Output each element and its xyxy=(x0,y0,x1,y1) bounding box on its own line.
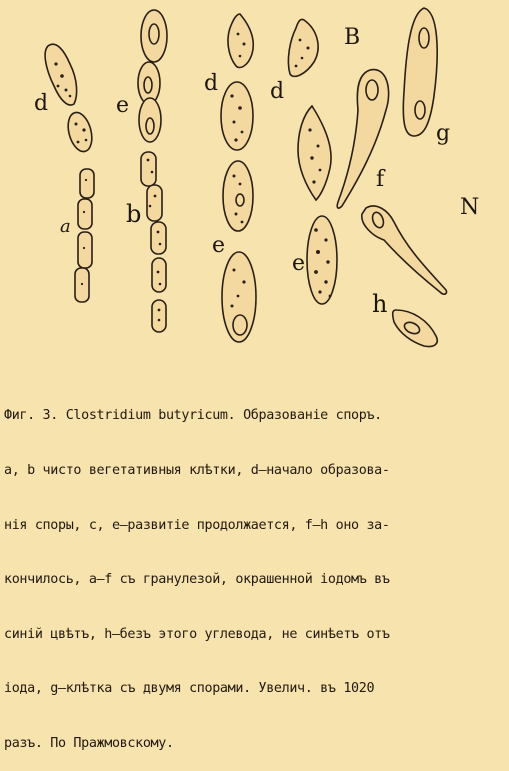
cell-column2-7 xyxy=(152,258,166,292)
bacteria-figure xyxy=(0,0,509,372)
label-d-right: d xyxy=(270,79,285,104)
cell-column3-1 xyxy=(228,14,253,68)
cell-g xyxy=(403,8,437,136)
label-e-right: e xyxy=(292,251,306,276)
caption-line-1: Фиг. 3. Clostridium butyricum. Образованіе споръ. xyxy=(4,408,382,424)
label-e-low: e xyxy=(212,233,226,258)
caption-line-5: синій цвѣтъ, h—безъ этого углевода, не синѣетъ отъ xyxy=(4,626,390,642)
label-f: f xyxy=(376,167,385,192)
cell-e-low xyxy=(222,252,256,342)
figure-caption xyxy=(4,371,504,771)
cell-d-right xyxy=(298,106,331,200)
caption-line-3: нія споры, c, e—развитіе продолжается, f—h оно за- xyxy=(4,517,390,533)
label-b: b xyxy=(126,200,142,228)
caption-line-7: разъ. По Пражмовскому. xyxy=(4,736,174,752)
cell-a-1 xyxy=(80,169,94,198)
cell-column2-4 xyxy=(141,152,156,186)
label-d-mid: d xyxy=(204,71,219,96)
cell-e-right xyxy=(307,216,337,304)
cell-column2-8 xyxy=(152,300,166,332)
cell-a-3 xyxy=(78,232,92,268)
caption-line-4: кончилось, a—f съ гранулезой, окрашенной іодомъ въ xyxy=(4,572,390,588)
cell-h-short xyxy=(393,310,438,347)
caption-line-2: a, b чисто вегетативныя клѣтки, d—начало образова- xyxy=(4,463,390,479)
cell-column2-5 xyxy=(147,185,162,221)
cell-e-mid xyxy=(139,98,161,142)
label-B: B xyxy=(344,25,361,50)
label-e-mid: e xyxy=(116,93,130,118)
cell-column4-1 xyxy=(288,19,318,76)
label-d-left: d xyxy=(34,91,49,116)
label-a: a xyxy=(60,216,71,237)
cell-column1-2 xyxy=(64,110,96,154)
caption-line-6: іода, g—клѣтка съ двумя спорами. Увелич. въ 1020 xyxy=(4,681,375,697)
cell-column2-6 xyxy=(151,222,166,254)
label-N: N xyxy=(460,195,480,220)
label-g: g xyxy=(436,121,451,146)
cell-a-2 xyxy=(78,199,92,229)
cell-h-long xyxy=(362,206,447,294)
cell-column2-1 xyxy=(141,10,167,62)
cell-column3-3 xyxy=(223,161,253,231)
label-h: h xyxy=(372,290,388,318)
